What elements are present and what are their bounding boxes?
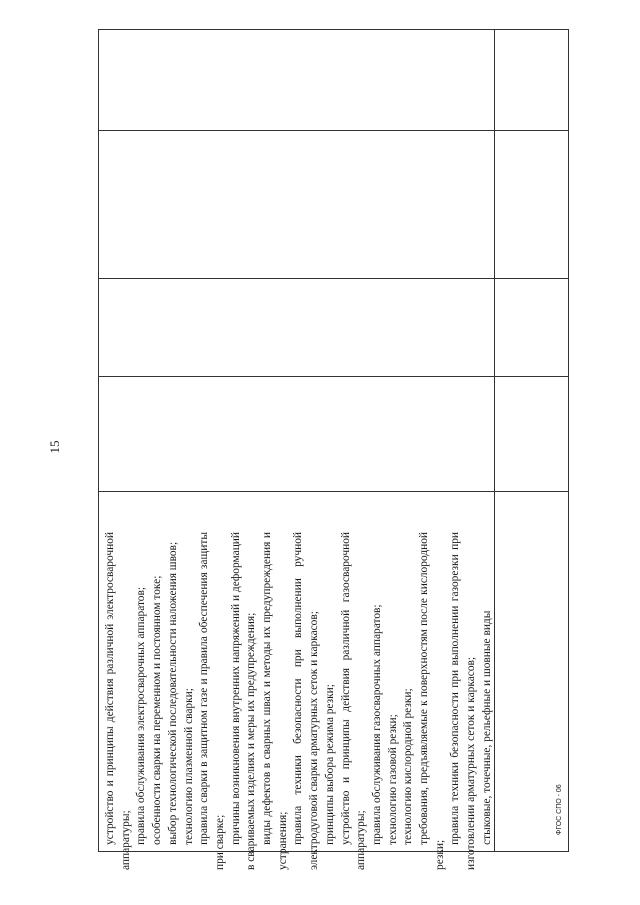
list-item: правила техники безопасности при выполнении ручной электродуговой сварки арматурных сеток и каркасов;	[292, 532, 321, 870]
list-item: технологию плазменной сварки;	[182, 688, 195, 845]
list-item: выбор технологической последовательности наложения швов;	[166, 541, 179, 845]
requirements-list	[103, 532, 496, 870]
list-item: устройство и принципы действия различной электросварочной аппаратуры;	[104, 532, 132, 870]
list-item: технологию газовой резки;	[386, 714, 399, 845]
list-item: стыковые, точечные, рельефные и шовные виды	[480, 610, 493, 845]
list-item: правила обслуживания электросварочных аппаратов;	[135, 586, 148, 845]
table-row-divider	[99, 278, 568, 279]
page-number: 15	[47, 440, 62, 454]
table-row-divider	[99, 376, 568, 377]
list-item: правила техники безопасности при выполнении газорезки при изготовлении арматурных сеток и каркасов;	[449, 532, 478, 870]
list-item: причины возникновения внутренних напряжений и деформаций в свариваемых изделиях и меры их предупреждения;	[229, 532, 258, 870]
table-row-divider	[99, 130, 568, 131]
list-item: принципы выбора режима резки;	[323, 684, 336, 845]
list-item: особенности сварки на переменном и постоянном токе;	[151, 575, 164, 845]
list-item: правила сварки в защитном газе и правила обеспечения защиты при сварке;	[198, 532, 226, 870]
list-item: технологию кислородной резки;	[402, 688, 415, 845]
content-cell	[103, 532, 565, 870]
list-item: требования, предъявляемые к поверхностям после кислородной резки;	[418, 532, 446, 870]
table-row-divider	[99, 491, 568, 492]
list-item: виды дефектов в сварных швах и методы их предупреждения и устранения;	[261, 532, 289, 870]
landscape-table	[98, 29, 569, 870]
list-item: правила обслуживания газосварочных аппаратов;	[370, 604, 383, 845]
footer-code: ФГОС СПО - 06	[556, 784, 563, 835]
list-item: устройство и принципы действия различной газосварочной аппаратуры;	[339, 532, 368, 870]
